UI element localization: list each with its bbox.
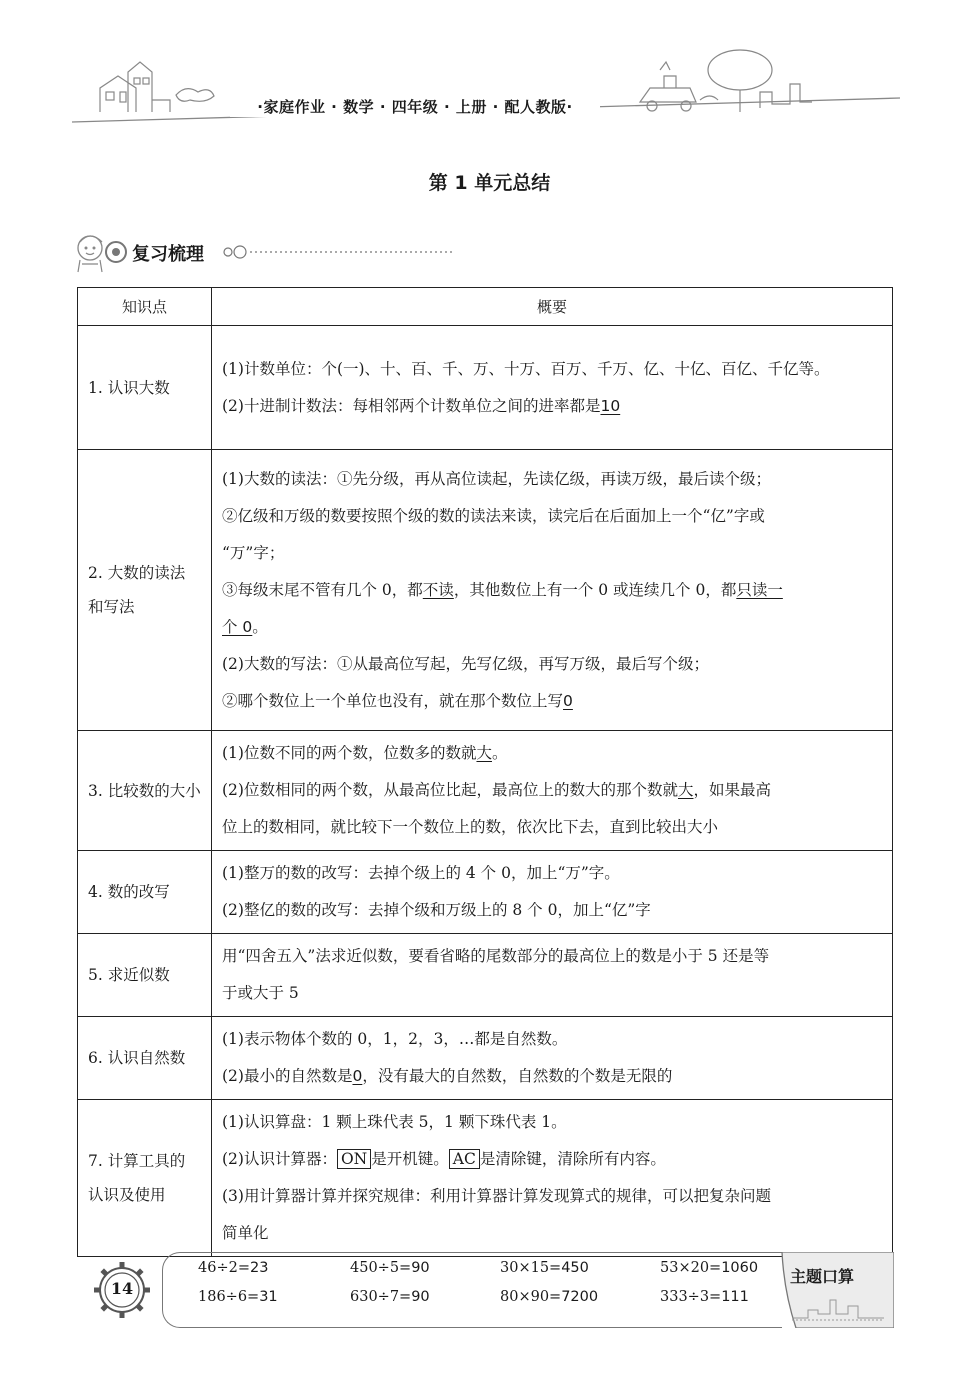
table-row [78,934,893,1017]
topic-cell [78,851,212,934]
summary-text: 是开机键。 [371,1150,449,1168]
answer-fill: 只读一 [736,580,783,599]
topic-cell [78,1100,212,1257]
summary-text: ②亿级和万级的数要按照个级的数的读法来读，读完后在后面加上一个“亿”字或 [222,506,765,525]
summary-text: ②哪个数位上一个单位也没有，就在那个数位上写 [222,691,564,710]
oral-calc-item [198,1289,350,1305]
houses-illustration [100,62,214,112]
summary-text: ③每级末尾不管有几个 0，都 [222,580,423,599]
summary-cell [212,1017,893,1100]
calc-answer: 111 [721,1289,749,1305]
summary-text: (2)位数相同的两个数，从最高位比起，最高位上的数大的那个数就 [222,781,678,799]
summary-cell [212,934,893,1017]
calc-question: 30×15= [500,1260,562,1276]
book-title: ·家庭作业 · 数学 · 四年级 · 上册 · 配人教版· [230,96,600,117]
answer-fill: 10 [600,396,621,415]
table-row [78,326,893,450]
summary-line [222,646,884,683]
answer-fill: 个 0 [222,617,253,636]
calc-answer: 90 [411,1289,430,1305]
calc-question: 450÷5= [350,1260,412,1276]
summary-text: 于或大于 5 [222,984,299,1002]
topic-text: 4. 数的改写 [88,883,170,901]
summary-line [222,351,884,388]
page-footer [90,1248,900,1334]
column-header-summary: 概要 [212,288,893,326]
table-row [78,731,893,851]
dotted-divider [222,242,452,262]
topic-text: 2. 大数的读法 [88,564,186,582]
summary-line [222,683,884,720]
oral-calc-item [350,1289,500,1305]
summary-line [222,938,884,975]
page-header [0,0,979,140]
topic-text: 1. 认识大数 [88,378,170,397]
summary-text: (1)认识算盘：1 颗上珠代表 5，1 颗下珠代表 1。 [222,1113,567,1131]
summary-cell [212,731,893,851]
summary-text: (1)计数单位：个(一)、十、百、千、万、十万、百万、千万、亿、十亿、百亿、千亿等。 [222,359,830,378]
summary-line [222,809,884,846]
topic-text: 3. 比较数的大小 [88,781,201,800]
page-number: 14 [110,1279,134,1298]
summary-cell [212,326,893,450]
summary-line [222,855,884,892]
summary-text: (2)大数的写法：①从最高位写起，先写亿级，再写万级，最后写个级； [222,654,709,673]
calc-question: 333÷3= [660,1289,722,1305]
summary-text: 是清除键，清除所有内容。 [479,1150,666,1168]
calc-answer: 1060 [721,1260,759,1276]
section-label: 复习梳理 [132,244,204,265]
summary-line [222,735,884,772]
summary-text: ，没有最大的自然数，自然数的个数是无限的 [362,1067,673,1085]
calc-answer: 31 [259,1289,278,1305]
summary-cell [212,450,893,731]
summary-text: (1)表示物体个数的 0，1，2，3，…都是自然数。 [222,1030,568,1048]
table-row [78,1017,893,1100]
header-decoration [0,0,979,140]
calc-question: 186÷6= [198,1289,260,1305]
summary-line [222,975,884,1012]
summary-cell [212,851,893,934]
summary-line [222,572,884,609]
summary-line [222,772,884,809]
topic-text: 认识及使用 [88,1186,166,1204]
summary-line [222,1215,884,1252]
summary-text: 位上的数相同，就比较下一个数位上的数，依次比下去，直到比较出大小 [222,818,719,836]
summary-line [222,535,884,572]
summary-line [222,609,884,646]
topic-cell [78,934,212,1017]
topic-cell [78,450,212,731]
calc-answer: 23 [249,1260,269,1276]
summary-text: (1)大数的读法：①先分级，再从高位读起，先读亿级，再读万级，最后读个级； [222,469,771,488]
summary-text: (1)位数不同的两个数，位数多的数就 [222,744,477,762]
summary-line [222,1104,884,1141]
page-title: 第 1 单元总结 [428,172,551,194]
topic-cell [78,326,212,450]
calc-answer: 90 [411,1260,430,1276]
cartoon-boy-icon [72,230,132,274]
answer-fill: 0 [563,691,573,710]
oral-calc-item [350,1260,500,1276]
table-row [78,851,893,934]
oral-calc-item [500,1289,660,1305]
summary-text: 用“四舍五入”法求近似数，要看省略的尾数部分的最高位上的数是小于 5 还是等 [222,947,770,965]
oral-calc-grid [198,1260,798,1305]
summary-line [222,498,884,535]
calc-answer: 450 [561,1260,589,1276]
summary-text: 简单化 [222,1224,269,1242]
summary-line [222,892,884,929]
summary-text: ，如果最高 [693,781,771,799]
calc-question: 46÷2= [198,1260,250,1276]
calc-question: 53×20= [660,1260,722,1276]
summary-line [222,388,884,425]
oral-calc-item [500,1260,660,1276]
summary-text: “万”字； [222,543,285,562]
topic-text: 6. 认识自然数 [88,1049,186,1067]
summary-line [222,1058,884,1095]
summary-text: (2)整亿的数的改写：去掉个级和万级上的 8 个 0，加上“亿”字 [222,901,651,919]
calculator-key-label: ON [337,1149,371,1169]
topic-text: 7. 计算工具的 [88,1152,186,1170]
topic-cell [78,1017,212,1100]
summary-line [222,1141,884,1178]
answer-fill: 大 [677,781,694,799]
summary-text: (1)整万的数的改写：去掉个级上的 4 个 0，加上“万”字。 [222,864,620,882]
answer-fill: 大 [476,744,492,762]
summary-text: 。 [252,617,268,636]
table-header-row [78,288,893,326]
oral-calc-item [198,1260,350,1276]
review-table [77,287,893,1257]
section-heading [72,228,452,276]
summary-text: (2)认识计算器： [222,1150,337,1168]
summary-line [222,1178,884,1215]
summary-text: ，其他数位上有一个 0 或连续几个 0，都 [453,580,737,599]
column-header-topic: 知识点 [78,288,212,326]
calculator-key-label: AC [449,1149,480,1169]
summary-text: (2)最小的自然数是 [222,1067,353,1085]
oral-calc-title: 主题口算 [790,1267,855,1286]
answer-fill: 不读 [422,580,454,599]
calc-question: 630÷7= [350,1289,412,1305]
answer-fill: 0 [352,1067,363,1085]
topic-text: 5. 求近似数 [88,966,170,984]
topic-cell [78,731,212,851]
table-row [78,450,893,731]
summary-line [222,461,884,498]
summary-line [222,1021,884,1058]
topic-text: 和写法 [88,598,135,616]
summary-text: (2)十进制计数法：每相邻两个计数单位之间的进率都是 [222,396,601,415]
summary-cell [212,1100,893,1257]
table-row [78,1100,893,1257]
summary-text: 。 [491,744,508,762]
summary-text: (3)用计算器计算并探究规律：利用计算器计算发现算式的规律，可以把复杂问题 [222,1187,771,1205]
oral-calc-tab [778,1252,894,1328]
calc-question: 80×90= [500,1289,562,1305]
calc-answer: 7200 [561,1289,599,1305]
